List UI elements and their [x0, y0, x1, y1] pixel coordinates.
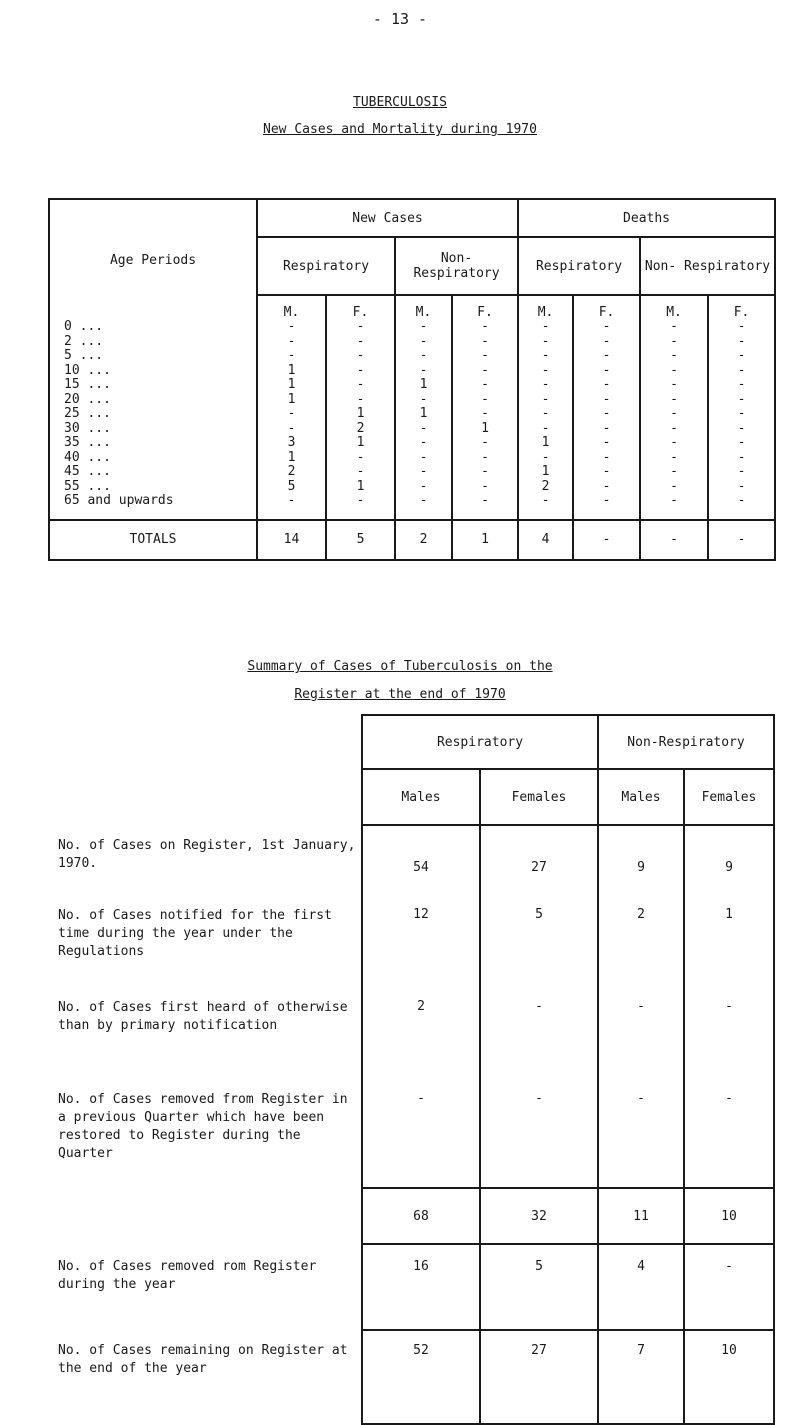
females-header: Females — [480, 769, 598, 825]
sex-header-f: F. — [326, 295, 395, 320]
value-cell: - — [708, 320, 775, 335]
new-respiratory-header: Respiratory — [257, 237, 395, 295]
row-label: No. of Cases first heard of otherwise than by primary notification — [46, 999, 362, 1091]
value-cell: - — [362, 1091, 480, 1188]
age-label: 15 ... — [49, 378, 257, 393]
males-header: Males — [598, 769, 684, 825]
value-cell: - — [395, 393, 452, 408]
register-row — [46, 825, 774, 907]
value-cell: - — [640, 393, 708, 408]
total-cell: 14 — [257, 520, 326, 560]
value-cell: - — [326, 378, 395, 393]
value-cell: - — [518, 393, 573, 408]
value-cell: - — [573, 465, 640, 480]
row-label: No. of Cases notified for the first time during the year under the Regulations — [46, 907, 362, 999]
summary-respiratory-header: Respiratory — [362, 715, 598, 769]
subtotal-cell: 68 — [362, 1188, 480, 1244]
value-cell: 1 — [395, 407, 452, 422]
new-cases-header: New Cases — [257, 199, 518, 237]
value-cell: - — [326, 393, 395, 408]
value-cell: - — [452, 378, 518, 393]
value-cell: 1 — [395, 378, 452, 393]
value-cell: 5 — [257, 480, 326, 495]
value-cell: - — [518, 451, 573, 466]
value-cell: - — [684, 999, 774, 1091]
age-label: 10 ... — [49, 364, 257, 379]
value-cell: 2 — [518, 480, 573, 495]
value-cell: - — [573, 451, 640, 466]
value-cell: 7 — [598, 1330, 684, 1424]
page-subtitle-text: New Cases and Mortality during 1970 — [263, 122, 537, 137]
page-number: - 13 - — [372, 10, 428, 28]
value-cell: - — [395, 320, 452, 335]
value-cell: - — [518, 407, 573, 422]
value-cell: - — [708, 480, 775, 495]
value-cell: - — [326, 320, 395, 335]
age-label: 20 ... — [49, 393, 257, 408]
totals-row — [49, 520, 775, 560]
value-cell: - — [452, 407, 518, 422]
sex-header-m: M. — [395, 295, 452, 320]
value-cell: 1 — [518, 436, 573, 451]
value-cell: - — [708, 451, 775, 466]
summary-title-line-1-text: Summary of Cases of Tuberculosis on the — [247, 659, 553, 674]
value-cell: - — [640, 494, 708, 509]
value-cell: - — [518, 320, 573, 335]
value-cell: - — [573, 335, 640, 350]
sex-header-f: F. — [708, 295, 775, 320]
register-row — [46, 907, 774, 999]
value-cell: 1 — [257, 364, 326, 379]
age-label: 55 ... — [49, 480, 257, 495]
value-cell: - — [518, 422, 573, 437]
age-label: 45 ... — [49, 465, 257, 480]
value-cell: - — [573, 422, 640, 437]
value-cell: - — [573, 349, 640, 364]
value-cell: - — [640, 335, 708, 350]
value-cell: - — [573, 480, 640, 495]
age-label: 2 ... — [49, 335, 257, 350]
age-row — [49, 480, 775, 495]
row-label: No. of Cases remaining on Register at the end of the year — [46, 1330, 362, 1424]
value-cell: 10 — [684, 1330, 774, 1424]
sex-header-f: F. — [573, 295, 640, 320]
value-cell: - — [452, 364, 518, 379]
value-cell: - — [395, 349, 452, 364]
age-label: 65 and upwards — [49, 494, 257, 509]
value-cell: - — [452, 465, 518, 480]
age-label: 25 ... — [49, 407, 257, 422]
value-cell: - — [708, 436, 775, 451]
total-cell: 4 — [518, 520, 573, 560]
value-cell: - — [640, 349, 708, 364]
row-label: No. of Cases removed rom Register during the year — [46, 1244, 362, 1330]
value-cell: - — [684, 1244, 774, 1330]
age-row — [49, 320, 775, 335]
value-cell: - — [257, 422, 326, 437]
age-row — [49, 451, 775, 466]
value-cell: - — [640, 480, 708, 495]
value-cell: - — [640, 451, 708, 466]
sex-header-m: M. — [640, 295, 708, 320]
register-row — [46, 1244, 774, 1330]
value-cell: - — [518, 335, 573, 350]
register-summary-table — [46, 714, 775, 1425]
total-cell: 5 — [326, 520, 395, 560]
value-cell: 1 — [326, 480, 395, 495]
value-cell: 52 — [362, 1330, 480, 1424]
summary-title-line-2 — [0, 687, 800, 702]
value-cell: - — [708, 465, 775, 480]
value-cell: - — [518, 349, 573, 364]
subtotal-cell: 10 — [684, 1188, 774, 1244]
value-cell: 12 — [362, 907, 480, 999]
value-cell: - — [708, 407, 775, 422]
value-cell: - — [452, 335, 518, 350]
total-cell: - — [573, 520, 640, 560]
value-cell: - — [326, 364, 395, 379]
total-cell: - — [640, 520, 708, 560]
value-cell: - — [640, 320, 708, 335]
deaths-respiratory-header: Respiratory — [518, 237, 640, 295]
value-cell: - — [573, 320, 640, 335]
value-cell: - — [573, 494, 640, 509]
age-row — [49, 335, 775, 350]
value-cell: 5 — [480, 1244, 598, 1330]
summary-non-respiratory-header: Non-Respiratory — [598, 715, 774, 769]
deaths-non-respiratory-header: Non- Respiratory — [640, 237, 775, 295]
value-cell: - — [684, 1091, 774, 1188]
value-cell: - — [257, 349, 326, 364]
value-cell: 1 — [452, 422, 518, 437]
total-cell: 2 — [395, 520, 452, 560]
value-cell: - — [708, 364, 775, 379]
value-cell: - — [452, 349, 518, 364]
value-cell: - — [708, 494, 775, 509]
register-row — [46, 999, 774, 1091]
age-periods-header: Age Periods — [49, 199, 257, 320]
age-row — [49, 393, 775, 408]
page-title — [0, 95, 800, 110]
value-cell: 1 — [326, 436, 395, 451]
value-cell: - — [640, 364, 708, 379]
value-cell: 3 — [257, 436, 326, 451]
register-row — [46, 1091, 774, 1188]
new-non-respiratory-header: Non- Respiratory — [395, 237, 518, 295]
value-cell: - — [395, 451, 452, 466]
value-cell: 9 — [684, 825, 774, 907]
value-cell: - — [452, 393, 518, 408]
value-cell: - — [708, 378, 775, 393]
value-cell: - — [257, 494, 326, 509]
value-cell: 2 — [598, 907, 684, 999]
value-cell: - — [640, 436, 708, 451]
value-cell: - — [708, 393, 775, 408]
age-row — [49, 465, 775, 480]
value-cell: - — [395, 335, 452, 350]
value-cell: 1 — [257, 451, 326, 466]
value-cell: - — [598, 999, 684, 1091]
value-cell: - — [598, 1091, 684, 1188]
page-subtitle — [0, 122, 800, 137]
value-cell: - — [452, 451, 518, 466]
age-row — [49, 378, 775, 393]
value-cell: - — [257, 335, 326, 350]
value-cell: - — [480, 999, 598, 1091]
value-cell: - — [257, 320, 326, 335]
sex-header-m: M. — [257, 295, 326, 320]
value-cell: 2 — [326, 422, 395, 437]
age-row — [49, 436, 775, 451]
age-row — [49, 349, 775, 364]
value-cell: 1 — [257, 393, 326, 408]
value-cell: - — [326, 335, 395, 350]
total-cell: - — [708, 520, 775, 560]
value-cell: 16 — [362, 1244, 480, 1330]
age-label: 5 ... — [49, 349, 257, 364]
value-cell: - — [708, 335, 775, 350]
age-row — [49, 407, 775, 422]
age-row — [49, 422, 775, 437]
value-cell: - — [395, 480, 452, 495]
value-cell: - — [452, 436, 518, 451]
totals-label: TOTALS — [49, 520, 257, 560]
value-cell: 4 — [598, 1244, 684, 1330]
value-cell: - — [326, 451, 395, 466]
row-label: No. of Cases removed from Register in a previous Quarter which have been restored to Register during the Quarter — [46, 1091, 362, 1188]
value-cell: 1 — [684, 907, 774, 999]
value-cell: - — [326, 349, 395, 364]
value-cell: - — [640, 422, 708, 437]
value-cell: - — [452, 480, 518, 495]
new-cases-mortality-table — [48, 198, 776, 561]
summary-title-line-2-text: Register at the end of 1970 — [294, 687, 506, 702]
value-cell: 27 — [480, 825, 598, 907]
age-label: 40 ... — [49, 451, 257, 466]
blank-header — [46, 715, 362, 825]
value-cell: - — [452, 320, 518, 335]
value-cell: 2 — [257, 465, 326, 480]
blank-label — [46, 1188, 362, 1244]
value-cell: - — [573, 407, 640, 422]
value-cell: 27 — [480, 1330, 598, 1424]
value-cell: - — [395, 364, 452, 379]
value-cell: - — [452, 494, 518, 509]
row-label: No. of Cases on Register, 1st January, 1970. — [46, 825, 362, 907]
page-title-text: TUBERCULOSIS — [353, 95, 447, 110]
age-label: 30 ... — [49, 422, 257, 437]
value-cell: 1 — [326, 407, 395, 422]
value-cell: 9 — [598, 825, 684, 907]
value-cell: - — [518, 364, 573, 379]
value-cell: - — [257, 407, 326, 422]
deaths-header: Deaths — [518, 199, 775, 237]
value-cell: - — [518, 494, 573, 509]
age-row — [49, 364, 775, 379]
value-cell: - — [395, 465, 452, 480]
value-cell: - — [573, 393, 640, 408]
value-cell: 2 — [362, 999, 480, 1091]
value-cell: - — [708, 422, 775, 437]
age-label: 0 ... — [49, 320, 257, 335]
males-header: Males — [362, 769, 480, 825]
value-cell: - — [708, 349, 775, 364]
value-cell: - — [573, 364, 640, 379]
subtotal-cell: 32 — [480, 1188, 598, 1244]
value-cell: - — [640, 378, 708, 393]
value-cell: - — [326, 465, 395, 480]
value-cell: - — [640, 407, 708, 422]
value-cell: 5 — [480, 907, 598, 999]
value-cell: 1 — [518, 465, 573, 480]
value-cell: - — [480, 1091, 598, 1188]
females-header: Females — [684, 769, 774, 825]
value-cell: 54 — [362, 825, 480, 907]
value-cell: - — [640, 465, 708, 480]
value-cell: - — [326, 494, 395, 509]
sex-header-f: F. — [452, 295, 518, 320]
value-cell: - — [518, 378, 573, 393]
subtotal-cell: 11 — [598, 1188, 684, 1244]
age-label: 35 ... — [49, 436, 257, 451]
subtotal-row — [46, 1188, 774, 1244]
value-cell: - — [395, 422, 452, 437]
value-cell: - — [395, 436, 452, 451]
value-cell: - — [573, 378, 640, 393]
age-row — [49, 494, 775, 509]
total-cell: 1 — [452, 520, 518, 560]
summary-title-line-1 — [0, 659, 800, 674]
sex-header-m: M. — [518, 295, 573, 320]
value-cell: 1 — [257, 378, 326, 393]
value-cell: - — [573, 436, 640, 451]
value-cell: - — [395, 494, 452, 509]
